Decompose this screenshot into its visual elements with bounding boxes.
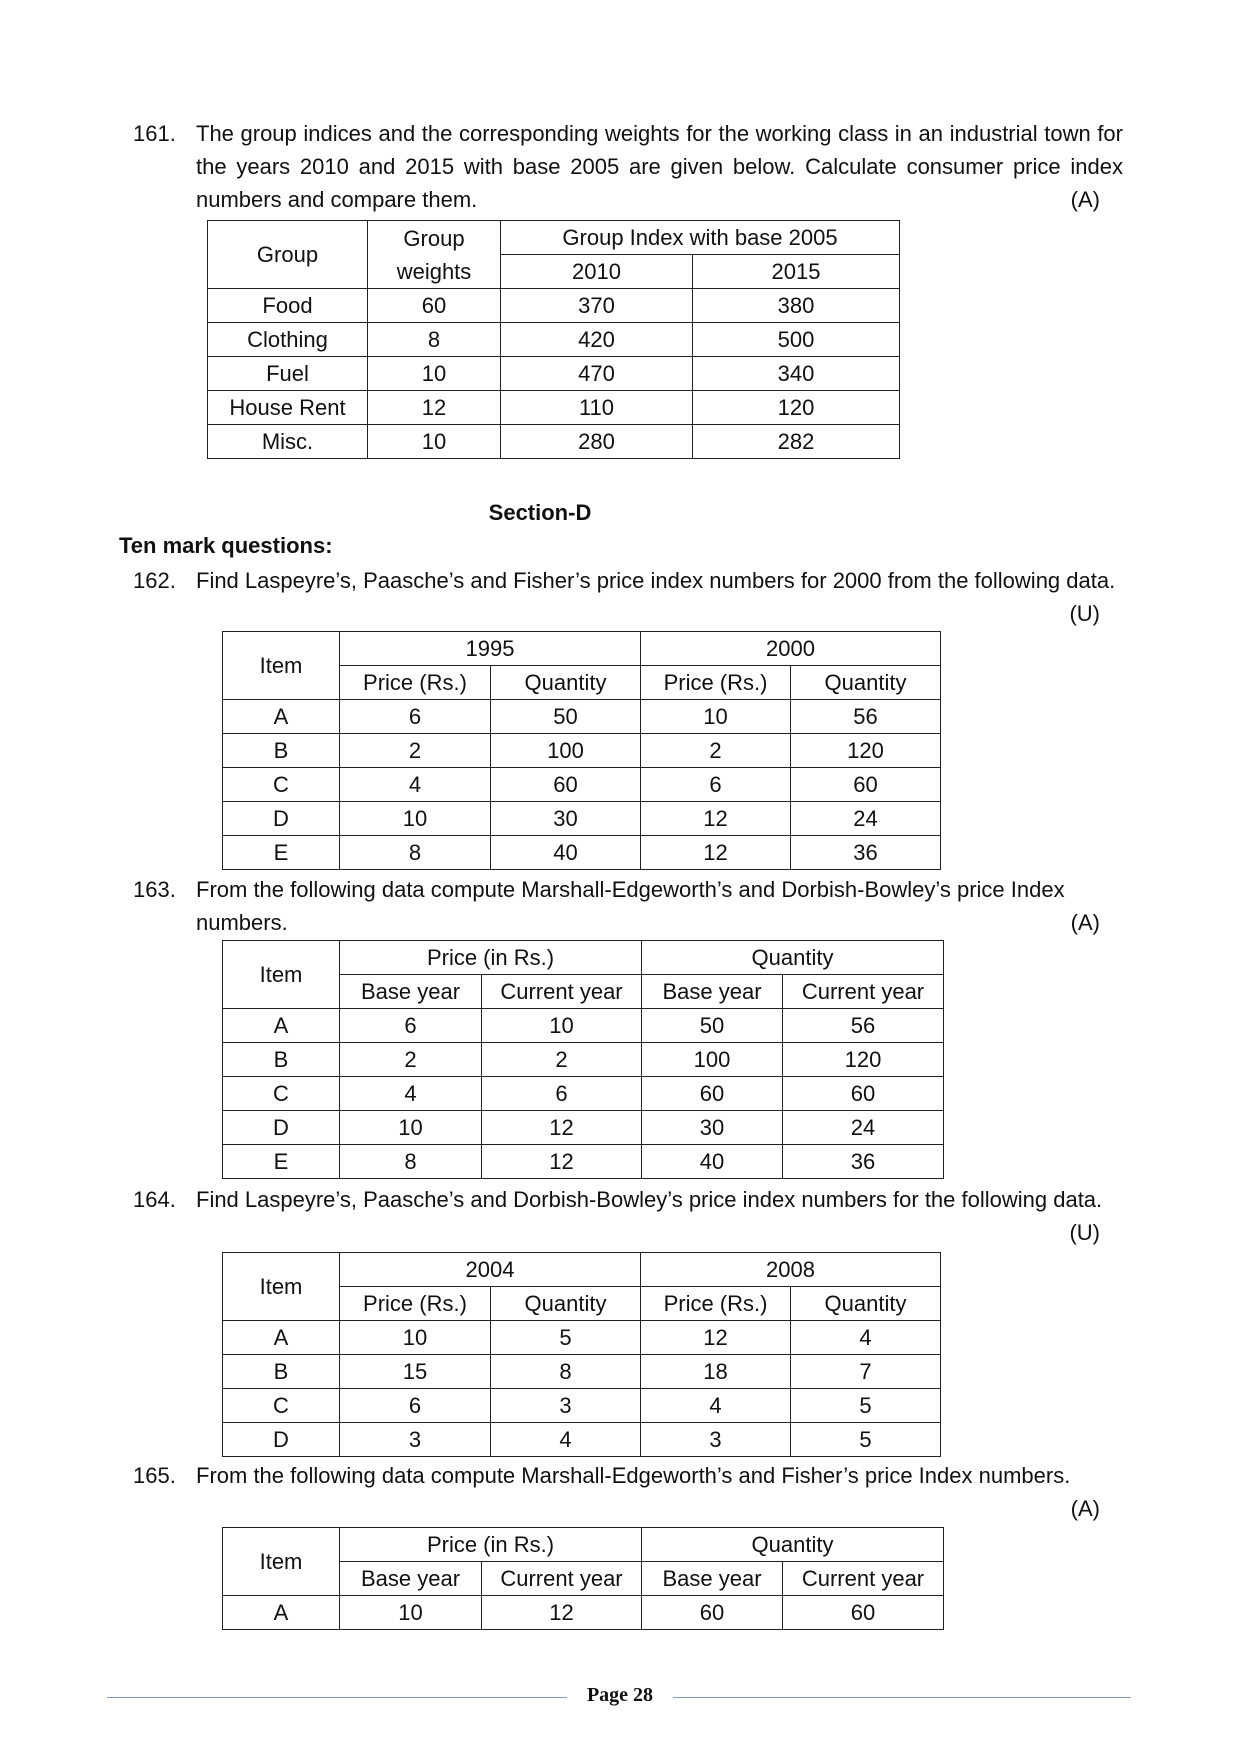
table-row [208, 323, 900, 357]
table-cell: 4 [340, 1077, 482, 1111]
difficulty-tag: (U) [1069, 1220, 1100, 1245]
table-cell: 60 [642, 1077, 783, 1111]
table-row [208, 425, 900, 459]
table-cell: 60 [642, 1596, 783, 1630]
table-row [208, 289, 900, 323]
header-cell: Price (Rs.) [340, 666, 491, 700]
header-cell: Base year [642, 1562, 783, 1596]
table-cell: 7 [791, 1355, 941, 1389]
table-cell: 282 [693, 425, 900, 459]
table-cell: 10 [368, 357, 501, 391]
table-cell: 120 [791, 734, 941, 768]
table-cell: 10 [340, 1596, 482, 1630]
table-cell: 4 [491, 1423, 641, 1457]
table-cell: Fuel [208, 357, 368, 391]
header-cell: Quantity [642, 1528, 944, 1562]
question-text: Find Laspeyre’s, Paasche’s and Fisher’s price index numbers for 2000 from the following data. [196, 568, 1116, 593]
question-162 [133, 564, 1123, 626]
page-number: Page 28 [586, 1684, 654, 1706]
table-cell: 380 [693, 289, 900, 323]
header-cell: Quantity [491, 666, 641, 700]
table-cell: 8 [368, 323, 501, 357]
table-row [223, 1321, 941, 1355]
header-cell: Price (in Rs.) [340, 1528, 642, 1562]
table-row [223, 700, 941, 734]
group-index-table [207, 220, 900, 459]
table-cell: 12 [641, 836, 791, 870]
table-cell: 420 [501, 323, 693, 357]
table-cell: 110 [501, 391, 693, 425]
table-cell: 40 [491, 836, 641, 870]
table-row [223, 1009, 944, 1043]
question-165 [133, 1459, 1123, 1521]
table-cell: 3 [641, 1423, 791, 1457]
table-cell: 12 [641, 1321, 791, 1355]
table-cell: E [223, 836, 340, 870]
table-cell: C [223, 1389, 340, 1423]
table-cell: C [223, 768, 340, 802]
table-cell: A [223, 1321, 340, 1355]
table-cell: E [223, 1145, 340, 1179]
difficulty-tag: (A) [1070, 187, 1100, 212]
table-cell: 10 [368, 425, 501, 459]
header-cell: Base year [340, 975, 482, 1009]
table-cell: 8 [340, 1145, 482, 1179]
table-cell: 340 [693, 357, 900, 391]
table-cell: A [223, 1596, 340, 1630]
difficulty-tag: (A) [1070, 1496, 1100, 1521]
table-cell: 6 [340, 1389, 491, 1423]
question-text: From the following data compute Marshall-Edgeworth’s and Dorbish-Bowley’s price Index numbers. [196, 877, 1065, 935]
question-text: From the following data compute Marshall-Edgeworth’s and Fisher’s price Index numbers. [196, 1463, 1071, 1488]
difficulty-tag: (A) [1070, 910, 1100, 935]
header-cell: 2015 [693, 255, 900, 289]
table-cell: 12 [482, 1596, 642, 1630]
question-number: 162. [133, 568, 176, 593]
table-cell: 60 [783, 1077, 944, 1111]
table-cell: 12 [482, 1111, 642, 1145]
table-cell: Clothing [208, 323, 368, 357]
table-cell: 6 [340, 1009, 482, 1043]
question-161 [133, 117, 1123, 216]
table-cell: 18 [641, 1355, 791, 1389]
table-cell: 5 [491, 1321, 641, 1355]
footer-divider-left [107, 1697, 567, 1698]
header-cell: 2004 [340, 1253, 641, 1287]
table-cell: 6 [641, 768, 791, 802]
table-row [223, 768, 941, 802]
table-cell: 60 [491, 768, 641, 802]
index-data-table-164 [222, 1252, 941, 1457]
index-data-table-163 [222, 940, 944, 1179]
header-cell: Current year [783, 1562, 944, 1596]
table-cell: 2 [340, 734, 491, 768]
table-cell: 2 [641, 734, 791, 768]
table-cell: 10 [340, 1321, 491, 1355]
header-cell: Quantity [491, 1287, 641, 1321]
table-cell: 100 [491, 734, 641, 768]
section-title: Section-D [488, 500, 592, 525]
table-row [223, 1043, 944, 1077]
table-cell: 2 [340, 1043, 482, 1077]
table-cell: 50 [491, 700, 641, 734]
index-data-table-165 [222, 1527, 944, 1630]
table-cell: 10 [641, 700, 791, 734]
table-cell: 36 [791, 836, 941, 870]
table-cell: 470 [501, 357, 693, 391]
table-row [223, 1355, 941, 1389]
table-cell: 24 [791, 802, 941, 836]
header-cell: Item [223, 1528, 340, 1596]
table-cell: 56 [791, 700, 941, 734]
header-cell: 1995 [340, 632, 641, 666]
table-cell: 3 [491, 1389, 641, 1423]
table-cell: 4 [340, 768, 491, 802]
table-cell: 36 [783, 1145, 944, 1179]
table-cell: 4 [641, 1389, 791, 1423]
table-row [208, 357, 900, 391]
table-cell: 15 [340, 1355, 491, 1389]
table-cell: 10 [482, 1009, 642, 1043]
question-text: The group indices and the corresponding weights for the working class in an industrial town for the years 2010 and 2015 with base 2005 are given below. Calculate consumer price index numbers and compare them. [196, 121, 1123, 212]
table-row [223, 1111, 944, 1145]
header-cell: 2010 [501, 255, 693, 289]
header-cell: Price (in Rs.) [340, 941, 642, 975]
header-cell: Current year [783, 975, 944, 1009]
header-cell: 2008 [641, 1253, 941, 1287]
header-cell: Price (Rs.) [641, 1287, 791, 1321]
table-cell: 120 [783, 1043, 944, 1077]
header-cell: Group [208, 221, 368, 289]
table-cell: 500 [693, 323, 900, 357]
table-cell: 10 [340, 802, 491, 836]
table-cell: 5 [791, 1389, 941, 1423]
table-cell: 8 [491, 1355, 641, 1389]
table-cell: D [223, 1111, 340, 1145]
table-cell: 10 [340, 1111, 482, 1145]
table-cell: D [223, 802, 340, 836]
table-cell: 2 [482, 1043, 642, 1077]
table-cell: 120 [693, 391, 900, 425]
header-cell: Current year [482, 975, 642, 1009]
header-cell: Item [223, 1253, 340, 1321]
header-cell: Quantity [791, 666, 941, 700]
ten-mark-heading: Ten mark questions: [119, 533, 333, 558]
header-cell: Quantity [791, 1287, 941, 1321]
question-number: 163. [133, 877, 176, 902]
difficulty-tag: (U) [1069, 601, 1100, 626]
table-cell: 40 [642, 1145, 783, 1179]
table-cell: 100 [642, 1043, 783, 1077]
table-row [223, 734, 941, 768]
question-number: 165. [133, 1463, 176, 1488]
table-row [208, 391, 900, 425]
header-cell: Group weights [368, 221, 501, 289]
table-cell: B [223, 734, 340, 768]
table-row [223, 1389, 941, 1423]
question-164 [133, 1183, 1123, 1245]
header-cell: Price (Rs.) [641, 666, 791, 700]
table-cell: 6 [482, 1077, 642, 1111]
table-cell: 5 [791, 1423, 941, 1457]
table-cell: 8 [340, 836, 491, 870]
table-cell: 12 [641, 802, 791, 836]
table-cell: 60 [791, 768, 941, 802]
table-cell: 56 [783, 1009, 944, 1043]
table-cell: 30 [642, 1111, 783, 1145]
table-cell: B [223, 1355, 340, 1389]
table-cell: 12 [482, 1145, 642, 1179]
table-cell: A [223, 700, 340, 734]
table-row [223, 1145, 944, 1179]
question-number: 161. [133, 121, 176, 146]
header-cell: Price (Rs.) [340, 1287, 491, 1321]
header-cell: Item [223, 941, 340, 1009]
table-cell: 370 [501, 289, 693, 323]
question-163 [133, 873, 1123, 939]
table-cell: 30 [491, 802, 641, 836]
table-cell: C [223, 1077, 340, 1111]
header-cell: Base year [340, 1562, 482, 1596]
header-cell: 2000 [641, 632, 941, 666]
table-cell: 4 [791, 1321, 941, 1355]
table-cell: D [223, 1423, 340, 1457]
header-cell: Quantity [642, 941, 944, 975]
table-cell: 50 [642, 1009, 783, 1043]
table-row [223, 1423, 941, 1457]
table-row [223, 802, 941, 836]
header-cell: Current year [482, 1562, 642, 1596]
table-cell: Food [208, 289, 368, 323]
header-cell: Item [223, 632, 340, 700]
table-cell: A [223, 1009, 340, 1043]
header-cell: Base year [642, 975, 783, 1009]
question-number: 164. [133, 1187, 176, 1212]
table-cell: House Rent [208, 391, 368, 425]
table-cell: 3 [340, 1423, 491, 1457]
table-row [223, 836, 941, 870]
table-row [223, 1596, 944, 1630]
table-cell: 6 [340, 700, 491, 734]
header-cell: Group Index with base 2005 [501, 221, 900, 255]
table-cell: 60 [783, 1596, 944, 1630]
table-row [223, 1077, 944, 1111]
question-text: Find Laspeyre’s, Paasche’s and Dorbish-Bowley’s price index numbers for the following data. [196, 1187, 1103, 1212]
table-cell: B [223, 1043, 340, 1077]
table-cell: 24 [783, 1111, 944, 1145]
table-cell: 280 [501, 425, 693, 459]
footer-divider-right [673, 1697, 1131, 1698]
table-cell: Misc. [208, 425, 368, 459]
table-cell: 12 [368, 391, 501, 425]
table-cell: 60 [368, 289, 501, 323]
index-data-table-162 [222, 631, 941, 870]
